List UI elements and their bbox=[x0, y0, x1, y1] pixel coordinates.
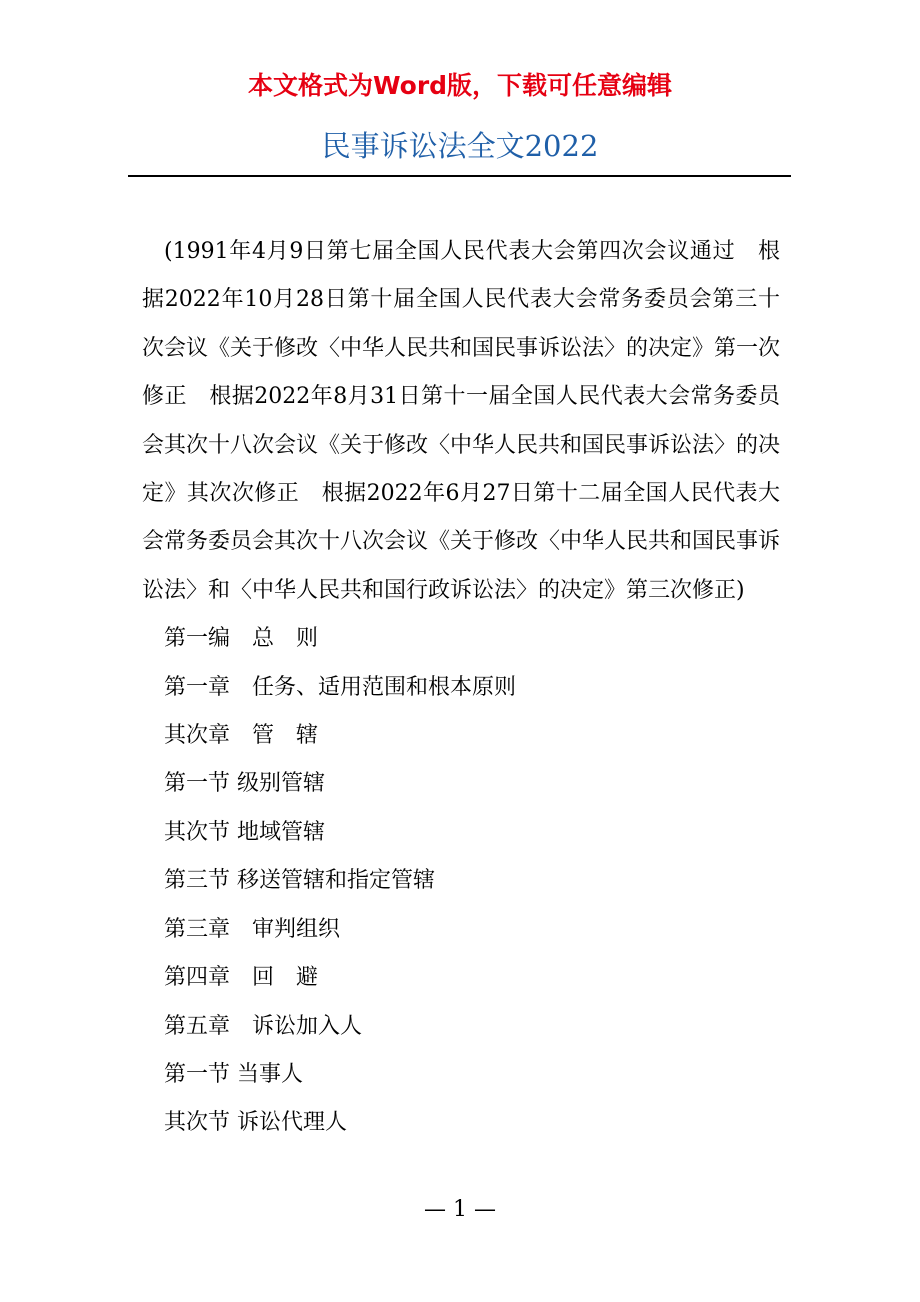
toc-item: 第三节 移送管辖和指定管辖 bbox=[164, 868, 435, 894]
toc-item: 其次章 管 辖 bbox=[164, 723, 319, 749]
toc-item: 第三章 审判组织 bbox=[164, 916, 341, 942]
document-title: 民事诉讼法全文2022 bbox=[321, 129, 599, 163]
toc-item: 第一节 当事人 bbox=[164, 1061, 303, 1087]
toc-item: 其次节 诉讼代理人 bbox=[164, 1110, 347, 1136]
title-divider bbox=[128, 175, 791, 177]
toc-item: 第一编 总 则 bbox=[164, 626, 319, 652]
toc-item: 第一章 任务、适用范围和根本原则 bbox=[164, 674, 517, 700]
page-number: — 1 — bbox=[424, 1197, 496, 1222]
amendment-history-paragraph: (1991年4月9日第七届全国人民代表大会第四次会议通过 根据2022年10月28日第十届全国人民代表大会常务委员会第三十次会议《关于修改〈中华人民共和国民事诉讼法〉的决定》第一次修正 根据2022年8月31日第十一届全国人民代表大会常务委员会其次十八次会议《关于修改〈中华人民共和国民事诉讼法〉的决定》其次次修正 根据2022年6月27日第十二届全国人民代表大会常务委员会其次十八次会议《关于修改〈中华人民共和国民事诉讼法〉和〈中华人民共和国行政诉讼法〉的决定》第三次修正) bbox=[142, 239, 781, 603]
toc-item: 第五章 诉讼加入人 bbox=[164, 1013, 363, 1039]
toc-item: 第四章 回 避 bbox=[164, 965, 319, 991]
toc-item: 第一节 级别管辖 bbox=[164, 771, 325, 797]
toc-item: 其次节 地域管辖 bbox=[164, 819, 325, 845]
document-body bbox=[142, 228, 780, 1148]
table-of-contents bbox=[142, 615, 780, 1147]
editable-format-banner: 本文格式为Word版，下载可任意编辑 bbox=[247, 71, 673, 100]
